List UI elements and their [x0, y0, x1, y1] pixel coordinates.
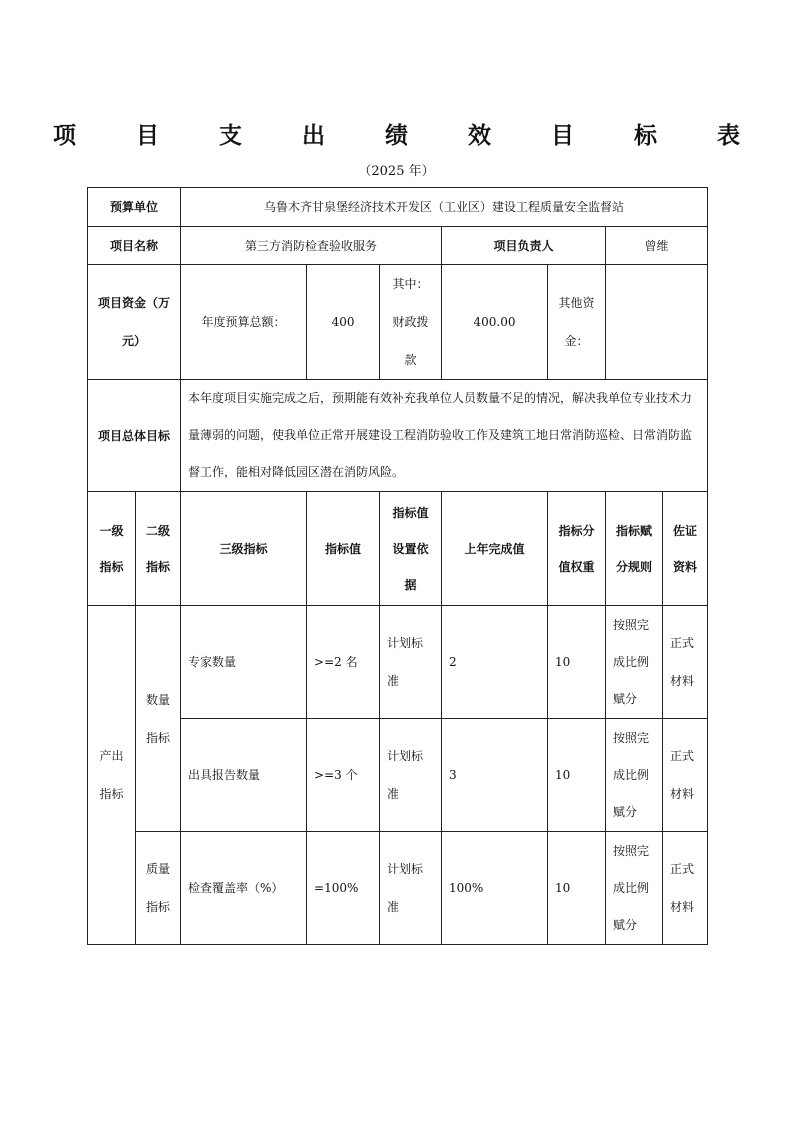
overall-goal-label: 项目总体目标: [88, 380, 181, 492]
performance-target-table: [87, 187, 708, 945]
annual-total-label: 年度预算总额：: [181, 265, 307, 380]
level1-output-indicator: 产出指标: [88, 606, 136, 945]
other-funds-value: [606, 265, 708, 380]
header-last-year: 上年完成值: [442, 492, 548, 606]
table-row: [88, 832, 708, 945]
evidence-material: 正式材料: [663, 832, 708, 945]
project-name-row: [88, 227, 708, 265]
scoring-rule: 按照完成比例赋分: [606, 832, 663, 945]
header-value: 指标值: [307, 492, 380, 606]
level2-quantity-indicator: 数量指标: [136, 606, 181, 832]
project-name-value: 第三方消防检查验收服务: [181, 227, 442, 265]
overall-goal-text: 本年度项目实施完成之后，预期能有效补充我单位人员数量不足的情况，解决我单位专业技术力量薄弱的问题，使我单位正常开展建设工程消防验收工作及建筑工地日常消防巡检、日常消防监督工作，能相对降低园区潜在消防风险。: [181, 380, 708, 492]
indicator-basis: 计划标准: [380, 606, 442, 719]
table-row: [88, 606, 708, 719]
project-funds-row: [88, 265, 708, 380]
header-evidence: 佐证资料: [663, 492, 708, 606]
budget-unit-value: 乌鲁木齐甘泉堡经济技术开发区（工业区）建设工程质量安全监督站: [181, 188, 708, 227]
level2-quality-indicator: 质量指标: [136, 832, 181, 945]
header-level3: 三级指标: [181, 492, 307, 606]
project-name-label: 项目名称: [88, 227, 181, 265]
level3-indicator: 出具报告数量: [181, 719, 307, 832]
budget-unit-row: [88, 188, 708, 227]
project-leader-label: 项目负责人: [442, 227, 606, 265]
evidence-material: 正式材料: [663, 606, 708, 719]
evidence-material: 正式材料: [663, 719, 708, 832]
level3-indicator: 专家数量: [181, 606, 307, 719]
indicator-value: >=3 个: [307, 719, 380, 832]
table-row: [88, 719, 708, 832]
last-year-value: 2: [442, 606, 548, 719]
project-leader-value: 曾维: [606, 227, 708, 265]
indicator-weight: 10: [548, 832, 606, 945]
indicator-basis: 计划标准: [380, 719, 442, 832]
last-year-value: 3: [442, 719, 548, 832]
indicator-value: >=2 名: [307, 606, 380, 719]
indicator-basis: 计划标准: [380, 832, 442, 945]
indicator-header-row: [88, 492, 708, 606]
scoring-rule: 按照完成比例赋分: [606, 606, 663, 719]
fiscal-appropriation-value: 400.00: [442, 265, 548, 380]
budget-unit-label: 预算单位: [88, 188, 181, 227]
page-title: 项 目 支 出 绩 效 目 标 表: [52, 123, 767, 149]
fiscal-appropriation-label: 其中：财政拨款: [380, 265, 442, 380]
indicator-weight: 10: [548, 606, 606, 719]
scoring-rule: 按照完成比例赋分: [606, 719, 663, 832]
other-funds-label: 其他资金：: [548, 265, 606, 380]
year-subtitle: （2025 年）: [358, 164, 435, 179]
project-funds-label: 项目资金（万元）: [88, 265, 181, 380]
header-weight: 指标分值权重: [548, 492, 606, 606]
annual-total-value: 400: [307, 265, 380, 380]
header-basis: 指标值设置依据: [380, 492, 442, 606]
overall-goal-row: [88, 380, 708, 492]
last-year-value: 100%: [442, 832, 548, 945]
header-level1: 一级指标: [88, 492, 136, 606]
indicator-weight: 10: [548, 719, 606, 832]
indicator-value: =100%: [307, 832, 380, 945]
header-rule: 指标赋分规则: [606, 492, 663, 606]
level3-indicator: 检查覆盖率（%）: [181, 832, 307, 945]
header-level2: 二级指标: [136, 492, 181, 606]
